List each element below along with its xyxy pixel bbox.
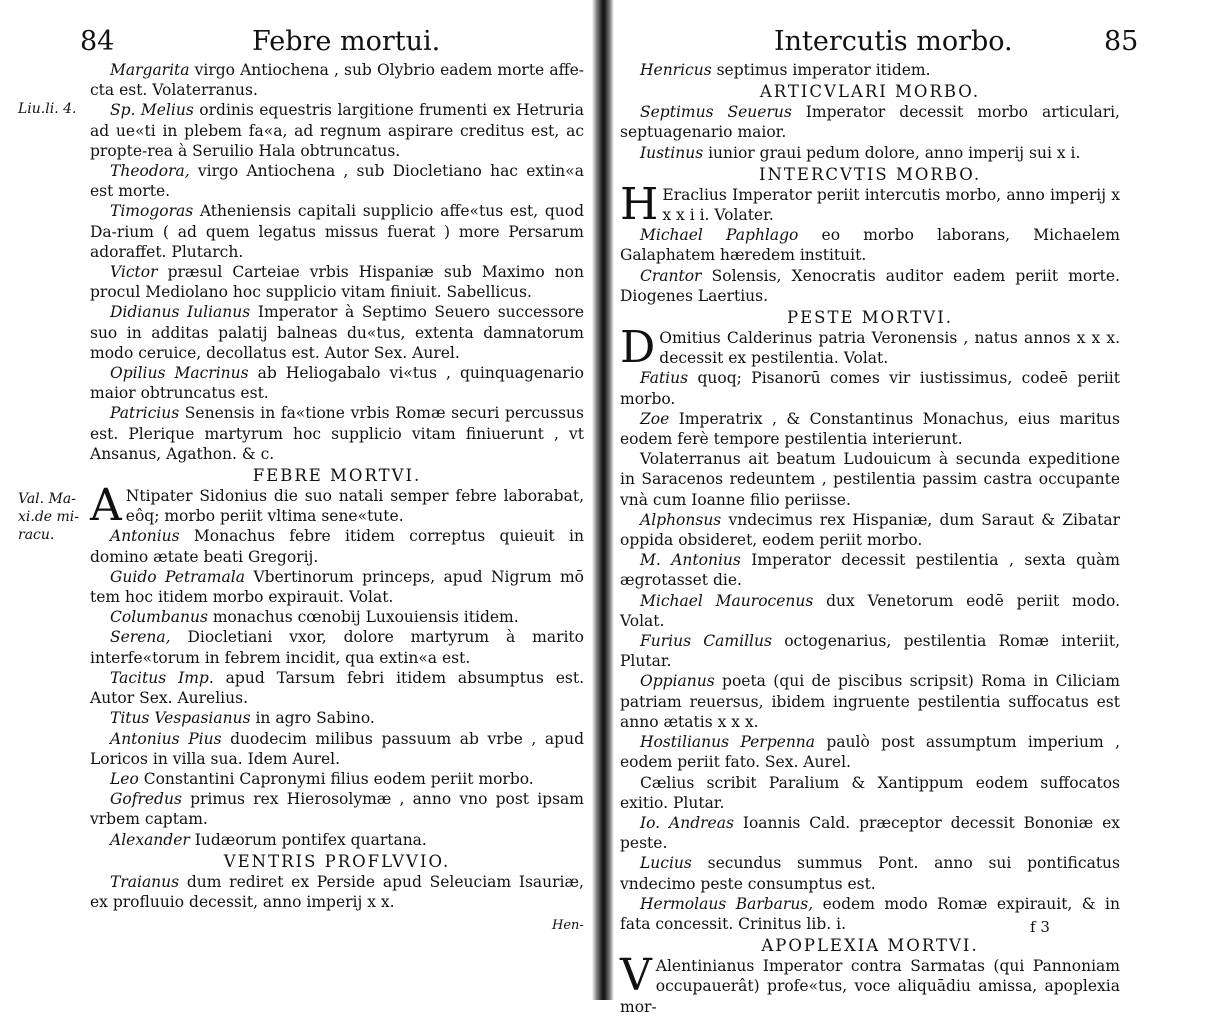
entry-text: Vbertinorum princeps, apud Nigrum mō tem hoc itidem morbo expirauit. Volat. bbox=[90, 567, 584, 607]
entry-text: Volaterranus ait beatum Ludouicum à secunda expeditione in Saracenos redeuntem , pestilentia passim castra occupante vnà cum Ioanne filio periisse. bbox=[620, 450, 1120, 509]
entry-name: Antonius Pius bbox=[110, 729, 222, 748]
entry-text: Monachus febre itidem correptus quieuit in domino ætate beati Gregorij. bbox=[90, 527, 584, 566]
drop-cap-paragraph-peste bbox=[620, 322, 1120, 374]
entry-text: dum rediret ex Perside apud Seleuciam Isauriæ, ex profluuio decessit, anno imperij x x. bbox=[90, 872, 584, 911]
right-running-title: Intercutis morbo. bbox=[774, 26, 1013, 57]
entry-text: Imperatrix , & Constantinus Monachus, eius maritus eodem ferè tempore pestilentia interierunt. bbox=[620, 409, 1120, 449]
entry-text: Senensis in fa«tione vrbis Romæ securi percussus est. Plerique martyrum hoc supplicio vitam finiuerunt , vt Ansanus, Agathon. & c. bbox=[90, 404, 584, 463]
entry-name: Io. Andreas bbox=[640, 813, 734, 832]
entry-text: duodecim milibus passuum ab vrbe , apud Loricos in villa sua. Idem Aurel. bbox=[90, 729, 584, 768]
drop-cap-letter: V bbox=[620, 950, 652, 1002]
entry-name: Septimus Seuerus bbox=[640, 103, 792, 122]
entry-name: Sp. Melius bbox=[110, 101, 194, 120]
entry-text: iunior graui pedum dolore, anno imperij sui x i. bbox=[703, 143, 1081, 162]
entry-name: Leo bbox=[110, 769, 139, 788]
entry-paragraph bbox=[90, 627, 584, 667]
entry-paragraph bbox=[90, 830, 584, 850]
entry-text: poeta (qui de piscibus scripsit) Roma in Ciliciam patriam reuersus, ibidem ingruente pestilentia suffocatus est anno ætatis x x x. bbox=[620, 672, 1120, 731]
entry-paragraph bbox=[620, 143, 1120, 163]
entry-paragraph bbox=[90, 201, 584, 262]
entry-name: Iustinus bbox=[640, 143, 704, 162]
book-gutter bbox=[592, 0, 614, 1000]
entry-text: Atheniensis capitali supplicio affe«tus est, quod Da-rium ( ad quem legatus missus fuerat ) more Persarum adoraffet. Plutarch. bbox=[90, 202, 584, 261]
entry-paragraph bbox=[620, 225, 1120, 265]
drop-cap-letter: D bbox=[620, 322, 656, 374]
entry-text: virgo Antiochena , sub Olybrio eadem morte affe-cta est. Volaterranus. bbox=[90, 61, 584, 100]
entry-paragraph bbox=[90, 526, 584, 566]
entry-text: ab Heliogabalo vi«tus , quinquagenario maior obtruncatus est. bbox=[90, 364, 584, 403]
entry-name: Theodora, bbox=[110, 162, 190, 181]
entry-paragraph bbox=[90, 161, 584, 201]
entry-paragraph bbox=[620, 550, 1120, 590]
drop-cap-text: Alentinianus Imperator contra Sarmatas (qui Pannoniam occupauerât) profe«tus, voce aliquādiu amissa, apoplexia mor- bbox=[620, 957, 1120, 1016]
entry-paragraph bbox=[90, 302, 584, 363]
entry-text: primus rex Hierosolymæ , anno vno post ipsam vrbem captam. bbox=[90, 790, 584, 829]
entry-name: Henricus bbox=[640, 61, 712, 79]
entry-text: apud Tarsum febri itidem absumptus est. Autor Sex. Aurelius. bbox=[90, 668, 584, 708]
right-page-body bbox=[620, 60, 1120, 1017]
entry-name: Michael Paphlago bbox=[640, 226, 799, 245]
entry-name: Tacitus Imp. bbox=[110, 668, 214, 687]
entry-name: Columbanus bbox=[110, 608, 208, 627]
drop-cap-paragraph-intercutis bbox=[620, 178, 1120, 230]
entry-name: Hermolaus Barbarus, bbox=[640, 894, 814, 913]
entry-text: Imperator decessit morbo articulari, septuagenario maior. bbox=[620, 103, 1120, 142]
entry-paragraph bbox=[90, 60, 584, 100]
entry-text: præsul Carteiae vrbis Hispaniæ sub Maximo non procul Mediolano hoc supplicio vitam finiuit. Sabellicus. bbox=[90, 263, 584, 302]
right-page-number: 85 bbox=[1104, 26, 1139, 57]
entry-text: septimus imperator itidem. bbox=[711, 61, 931, 79]
drop-cap-text: Omitius Calderinus patria Veronensis , natus annos x x x. decessit ex pestilentia. Volat. bbox=[659, 329, 1120, 368]
entry-name: M. Antonius bbox=[640, 551, 741, 570]
entry-paragraph bbox=[90, 403, 584, 464]
entry-text: Solensis, Xenocratis auditor eadem periit morte. Diogenes Laertius. bbox=[620, 266, 1120, 305]
entry-name: Victor bbox=[110, 263, 158, 282]
entry-paragraph bbox=[620, 409, 1120, 449]
entry-text: quoq; Pisanorū comes vir iustissimus, codeē periit morbo. bbox=[620, 369, 1120, 408]
entry-name: Titus Vespasianus bbox=[110, 709, 251, 728]
entry-text: paulò post assumptum imperium , eodem periit fato. Sex. Aurel. bbox=[620, 733, 1120, 772]
entry-paragraph bbox=[90, 668, 584, 708]
entry-paragraph bbox=[620, 732, 1120, 772]
entry-name: Didianus Iulianus bbox=[110, 303, 251, 322]
entry-text: secundus summus Pont. anno sui pontificatus vndecimo peste consumptus est. bbox=[620, 854, 1120, 893]
drop-cap-paragraph-febre bbox=[90, 480, 584, 532]
entry-paragraph bbox=[90, 363, 584, 403]
left-page bbox=[0, 0, 596, 1000]
entry-paragraph bbox=[90, 262, 584, 302]
entry-text: eo morbo laborans, Michaelem Galaphatem hæredem instituit. bbox=[620, 226, 1120, 265]
entry-paragraph bbox=[620, 813, 1120, 853]
entry-text: eodem modo Romæ expirauit, & in fata concessit. Crinitus lib. i. bbox=[620, 894, 1120, 933]
entry-paragraph bbox=[620, 60, 1120, 80]
signature-mark: f 3 bbox=[1030, 918, 1050, 936]
entry-text: in agro Sabino. bbox=[250, 709, 375, 728]
entry-paragraph bbox=[620, 368, 1120, 408]
drop-cap-text: Eraclius Imperator periit intercutis morbo, anno imperij x x x i i. Volater. bbox=[662, 185, 1120, 225]
entry-name: Antonius bbox=[110, 527, 180, 546]
entry-paragraph bbox=[90, 708, 584, 728]
entry-paragraph bbox=[620, 449, 1120, 510]
entry-paragraph bbox=[90, 100, 584, 161]
drop-cap-letter: A bbox=[90, 480, 122, 532]
entry-paragraph bbox=[620, 102, 1120, 142]
entry-text: Constantini Capronymi filius eodem periit morbo. bbox=[138, 769, 534, 788]
entry-name: Opilius Macrinus bbox=[110, 364, 249, 383]
entry-text: Iudæorum pontifex quartana. bbox=[189, 830, 427, 849]
entry-name: Crantor bbox=[640, 266, 702, 285]
section-heading-peste: PESTE MORTVI. bbox=[787, 308, 953, 328]
drop-cap-text: Ntipater Sidonius die suo natali semper febre laborabat, eôq; morbo periit vltima sene«tute. bbox=[125, 487, 584, 526]
entry-text: octogenarius, pestilentia Romæ interiit, Plutar. bbox=[620, 632, 1120, 671]
entry-paragraph bbox=[90, 872, 584, 912]
margin-note-val: Val. Ma-xi.de mi-racu. bbox=[18, 491, 80, 543]
entry-paragraph bbox=[620, 591, 1120, 631]
entry-text: Ioannis Cald. præceptor decessit Bononiæ ex peste. bbox=[620, 813, 1120, 853]
entry-name: Oppianus bbox=[640, 672, 715, 691]
entry-paragraph bbox=[90, 607, 584, 627]
entry-paragraph bbox=[620, 853, 1120, 893]
margin-note-liu: Liu.li. 4. bbox=[18, 101, 77, 117]
entry-paragraph bbox=[90, 769, 584, 789]
entry-paragraph bbox=[90, 567, 584, 607]
entry-name: Zoe bbox=[640, 409, 670, 428]
entry-name: Traianus bbox=[110, 872, 180, 891]
entry-text: dux Venetorum eodē periit modo. Volat. bbox=[620, 591, 1120, 630]
section-heading-articulari: ARTICVLARI MORBO. bbox=[759, 82, 981, 102]
right-page bbox=[612, 0, 1208, 1016]
entry-paragraph bbox=[620, 510, 1120, 550]
catchword: Hen- bbox=[552, 918, 584, 933]
entry-name: Lucius bbox=[640, 854, 692, 873]
entry-paragraph bbox=[620, 671, 1120, 732]
entry-text: Imperator à Septimo Seuero successore suo in additas palatij balneas du«tus, extenta damnatorum modo ceruice, decollatus est. Autor Sex. Aurel. bbox=[90, 303, 584, 362]
entry-text: virgo Antiochena , sub Diocletiano hac extin«a est morte. bbox=[90, 162, 584, 201]
entry-name: Michael Maurocenus bbox=[640, 591, 814, 610]
entry-text: monachus cœnobij Luxouiensis itidem. bbox=[207, 608, 519, 627]
section-heading-apoplexia: APOPLEXIA MORTVI. bbox=[761, 936, 979, 956]
entry-name: Fatius bbox=[640, 369, 689, 388]
section-heading-febre: FEBRE MORTVI. bbox=[252, 466, 422, 486]
entry-paragraph bbox=[620, 773, 1120, 813]
entry-paragraph bbox=[620, 266, 1120, 306]
drop-cap-paragraph-apoplexia bbox=[620, 950, 1120, 1017]
entry-name: Serena, bbox=[110, 628, 171, 647]
left-page-number: 84 bbox=[80, 26, 115, 57]
left-page-body bbox=[90, 60, 584, 912]
section-heading-ventris: VENTRIS PROFLVVIO. bbox=[223, 851, 451, 871]
entry-name: Furius Camillus bbox=[640, 632, 772, 651]
entry-name: Guido Petramala bbox=[110, 567, 245, 586]
drop-cap-letter: H bbox=[620, 178, 659, 230]
left-running-title: Febre mortui. bbox=[252, 26, 441, 57]
entry-name: Patricius bbox=[110, 404, 180, 423]
entry-text: Diocletiani vxor, dolore martyrum à marito interfe«torum in febrem incidit, qua extin«a est. bbox=[90, 628, 584, 667]
entry-text: Imperator decessit pestilentia , sexta quàm ægrotasset die. bbox=[620, 551, 1120, 590]
entry-text: vndecimus rex Hispaniæ, dum Saraut & Zibatar oppida obsideret, eodem periit morbo. bbox=[620, 510, 1120, 550]
entry-paragraph bbox=[90, 789, 584, 829]
entry-name: Gofredus bbox=[110, 790, 182, 809]
entry-text: Cælius scribit Paralium & Xantippum eodem suffocatos exitio. Plutar. bbox=[620, 773, 1120, 812]
entry-text: ordinis equestris largitione frumenti ex Hetruria ad ue«ti in plebem fa«a, ad regnum aspirare creditus est, ac propte-rea à Seruilio Hala obtruncatus. bbox=[90, 101, 584, 160]
entry-paragraph bbox=[90, 729, 584, 769]
entry-name: Alexander bbox=[110, 830, 190, 849]
entry-name: Margarita bbox=[110, 61, 190, 79]
entry-name: Alphonsus bbox=[640, 510, 722, 529]
entry-paragraph bbox=[620, 631, 1120, 671]
entry-name: Hostilianus Perpenna bbox=[640, 733, 816, 752]
entry-name: Timogoras bbox=[110, 202, 194, 221]
section-heading-intercutis: INTERCVTIS MORBO. bbox=[758, 164, 982, 184]
